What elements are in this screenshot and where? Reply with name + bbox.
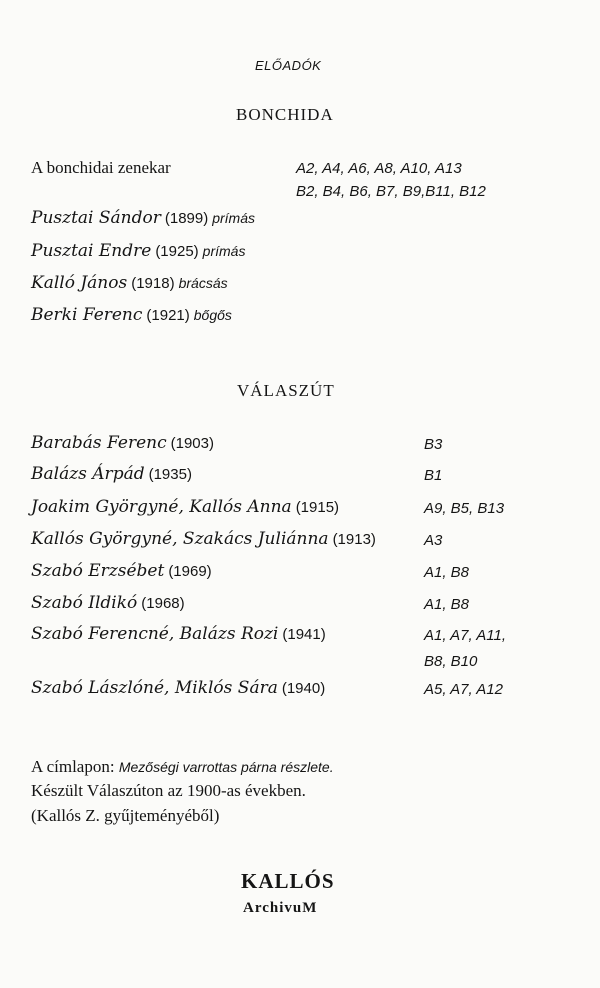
performer-year: (1969)	[168, 563, 212, 580]
performer-name: Kallós Györgyné, Szakács Juliánna	[31, 529, 329, 549]
performer-name: Barabás Ferenc	[31, 433, 167, 453]
performer-name: Szabó Erzsébet	[31, 561, 165, 581]
performer-year: (1913)	[332, 531, 376, 548]
cover-credit-description: Mezőségi varrottas párna részlete.	[118, 759, 334, 775]
performer-name: Joakim Györgyné, Kallós Anna	[31, 497, 292, 517]
cover-credit-label: A címlapon:	[31, 757, 115, 776]
performer-row	[31, 593, 185, 613]
brand-subtitle: ArchivuM	[243, 900, 318, 916]
ensemble-codes-line2: B2, B4, B6, B7, B9,B11, B12	[296, 183, 486, 200]
performer-year: (1968)	[141, 595, 185, 612]
performer-role: brácsás	[178, 275, 228, 291]
cover-credit-line2: Készült Válaszúton az 1900-as években.	[31, 781, 306, 800]
performer-row	[31, 241, 245, 261]
recording-codes: A1, A7, A11,	[424, 627, 506, 644]
performer-name: Szabó Ildikó	[31, 593, 138, 613]
performer-row	[31, 208, 255, 228]
recording-codes-continued: B8, B10	[424, 653, 478, 670]
performer-role: prímás	[212, 210, 256, 226]
performer-year: (1918)	[131, 275, 175, 292]
performer-row	[31, 678, 325, 698]
section-title-valaszut: VÁLASZÚT	[237, 381, 335, 400]
performer-row	[31, 433, 214, 453]
performers-heading: ELŐADÓK	[255, 58, 322, 73]
performer-role: bőgős	[193, 307, 232, 323]
recording-codes: A5, A7, A12	[424, 681, 503, 698]
performer-name: Pusztai Sándor	[31, 208, 161, 228]
performer-year: (1935)	[148, 466, 192, 483]
recording-codes: A9, B5, B13	[424, 500, 505, 517]
performer-row	[31, 273, 228, 293]
ensemble-name: A bonchidai zenekar	[31, 158, 171, 177]
performer-name: Balázs Árpád	[31, 464, 145, 484]
performer-row	[31, 529, 376, 549]
cover-credit	[31, 757, 334, 777]
performer-name: Pusztai Endre	[31, 241, 152, 261]
performer-row	[31, 497, 339, 517]
ensemble-codes-line1: A2, A4, A6, A8, A10, A13	[296, 160, 462, 177]
performer-row	[31, 561, 212, 581]
performer-role: prímás	[202, 243, 246, 259]
performer-row	[31, 464, 192, 484]
recording-codes: A3	[424, 532, 443, 549]
section-title-bonchida: BONCHIDA	[236, 105, 334, 124]
performer-year: (1921)	[146, 307, 190, 324]
cover-credit-line3: (Kallós Z. gyűjteményéből)	[31, 806, 220, 825]
performer-row	[31, 305, 232, 325]
performer-year: (1899)	[164, 210, 209, 227]
performer-year: (1941)	[282, 626, 326, 643]
performer-name: Szabó Ferencné, Balázs Rozi	[31, 624, 279, 644]
performer-year: (1925)	[155, 243, 199, 260]
performer-year: (1903)	[170, 435, 214, 452]
performer-year: (1915)	[295, 499, 340, 516]
brand-name: KALLÓS	[241, 869, 335, 893]
performer-name: Berki Ferenc	[31, 305, 143, 325]
recording-codes: B3	[424, 436, 443, 453]
performer-year: (1940)	[281, 680, 326, 697]
performer-row	[31, 624, 326, 644]
performer-name: Kalló János	[31, 273, 128, 293]
recording-codes: B1	[424, 467, 443, 484]
recording-codes: A1, B8	[424, 596, 470, 613]
performer-name: Szabó Lászlóné, Miklós Sára	[31, 678, 278, 698]
recording-codes: A1, B8	[424, 564, 470, 581]
